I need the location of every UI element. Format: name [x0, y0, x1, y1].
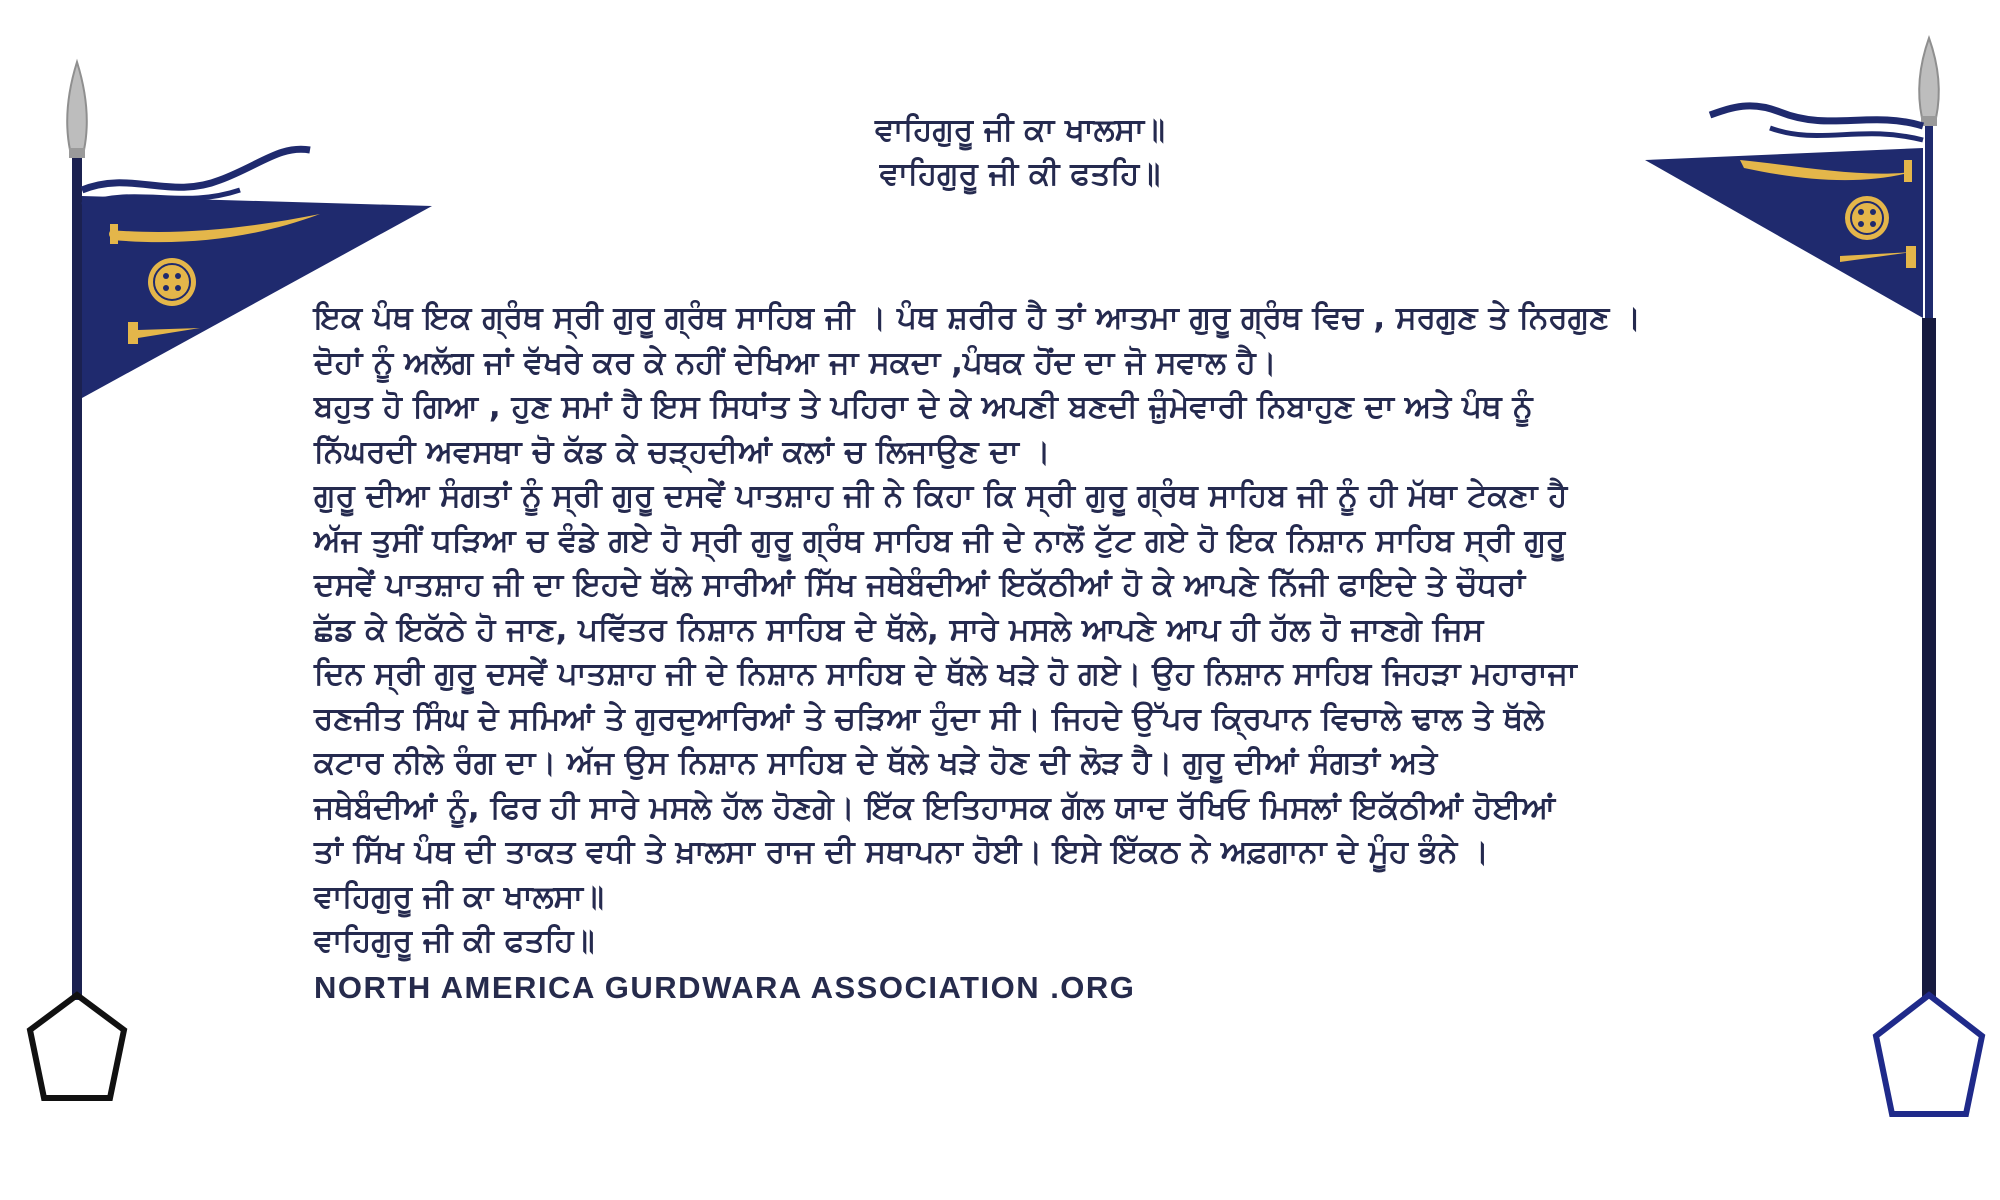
- dhal-icon: [148, 258, 196, 306]
- header-line-1: ਵਾਹਿਗੁਰੂ ਜੀ ਕਾ ਖਾਲਸਾ॥: [875, 112, 1165, 148]
- body-line-10: ਰਣਜੀਤ ਸਿੰਘ ਦੇ ਸਮਿਆਂ ਤੇ ਗੁਰਦੁਆਰਿਆਂ ਤੇ ਚੜਿਆ ਹੁੰਦਾ ਸੀ। ਜਿਹਦੇ ਉੱਪਰ ਕ੍ਰਿਪਾਨ ਵਿਚਾਲੇ ਢਾਲ ਤੇ ਥੱਲੇ: [314, 700, 1545, 737]
- message-body: [314, 296, 1764, 1010]
- body-line-7: ਦਸਵੇਂ ਪਾਤਸ਼ਾਹ ਜੀ ਦਾ ਇਹਦੇ ਥੱਲੇ ਸਾਰੀਆਂ ਸਿੱਖ ਜਥੇਬੰਦੀਆਂ ਇਕੱਠੀਆਂ ਹੋ ਕੇ ਆਪਣੇ ਨਿੱਜੀ ਫਾਇਦੇ ਤੇ ਚੌਧਰਾਂ: [314, 567, 1526, 603]
- body-line-2: ਦੋਹਾਂ ਨੂੰ ਅਲੱਗ ਜਾਂ ਵੱਖਰੇ ਕਰ ਕੇ ਨਹੀਂ ਦੇਖਿਆ ਜਾ ਸਕਦਾ ,ਪੰਥਕ ਹੋਂਦ ਦਾ ਜੋ ਸਵਾਲ ਹੈ।: [314, 344, 1277, 381]
- body-line-6: ਅੱਜ ਤੁਸੀਂ ਧੜਿਆ ਚ ਵੰਡੇ ਗਏ ਹੋ ਸ੍ਰੀ ਗੁਰੂ ਗ੍ਰੰਥ ਸਾਹਿਬ ਜੀ ਦੇ ਨਾਲੋਂ ਟੁੱਟ ਗਏ ਹੋ ਇਕ ਨਿਸ਼ਾਨ ਸਾਹਿਬ ਸ੍ਰੀ ਗੁਰੂ: [314, 522, 1566, 559]
- body-line-3: ਬਹੁਤ ਹੋ ਗਿਆ , ਹੁਣ ਸਮਾਂ ਹੈ ਇਸ ਸਿਧਾਂਤ ਤੇ ਪਹਿਰਾ ਦੇ ਕੇ ਅਪਣੀ ਬਣਦੀ ਜ਼ੁੰਮੇਵਾਰੀ ਨਿਬਾਹੁਣ ਦਾ ਅਤੇ ਪੰਥ ਨੂੰ: [314, 389, 1533, 425]
- body-line-5: ਗੁਰੂ ਦੀਆ ਸੰਗਤਾਂ ਨੂੰ ਸ੍ਰੀ ਗੁਰੂ ਦਸਵੇਂ ਪਾਤਸ਼ਾਹ ਜੀ ਨੇ ਕਿਹਾ ਕਿ ਸ੍ਰੀ ਗੁਰੂ ਗ੍ਰੰਥ ਸਾਹਿਬ ਜੀ ਨੂੰ ਹੀ ਮੱਥਾ ਟੇਕਣਾ ਹੈ: [314, 478, 1568, 514]
- closing-line-1: ਵਾਹਿਗੁਰੂ ਜੀ ਕਾ ਖਾਲਸਾ॥: [314, 878, 604, 915]
- body-line-11: ਕਟਾਰ ਨੀਲੇ ਰੰਗ ਦਾ। ਅੱਜ ਉਸ ਨਿਸ਼ਾਨ ਸਾਹਿਬ ਦੇ ਥੱਲੇ ਖੜੇ ਹੋਣ ਦੀ ਲੋੜ ਹੈ। ਗੁਰੂ ਦੀਆਂ ਸੰਗਤਾਂ ਅਤੇ: [314, 745, 1438, 781]
- closing-line-2: ਵਾਹਿਗੁਰੂ ਜੀ ਕੀ ਫਤਹਿ॥: [314, 923, 595, 959]
- body-line-4: ਨਿੱਘਰਦੀ ਅਵਸਥਾ ਚੋ ਕੱਡ ਕੇ ਚੜ੍ਹਦੀਆਂ ਕਲਾਂ ਚ ਲਿਜਾਉਣ ਦਾ ।: [314, 433, 1051, 470]
- header-greeting: [620, 108, 1420, 196]
- dhal-icon: [1845, 196, 1889, 240]
- body-line-8: ਛੱਡ ਕੇ ਇਕੱਠੇ ਹੋ ਜਾਣ, ਪਵਿੱਤਰ ਨਿਸ਼ਾਨ ਸਾਹਿਬ ਦੇ ਥੱਲੇ, ਸਾਰੇ ਮਸਲੇ ਆਪਣੇ ਆਪ ਹੀ ਹੱਲ ਹੋ ਜਾਣਗੇ ਜਿਸ: [314, 611, 1484, 648]
- pentagon-base-icon: [30, 995, 124, 1098]
- header-line-2: ਵਾਹਿਗੁਰੂ ਜੀ ਕੀ ਫਤਹਿ॥: [879, 156, 1161, 192]
- pentagon-base-icon: [1876, 995, 1982, 1114]
- organization-name: NORTH AMERICA GURDWARA ASSOCIATION .ORG: [314, 969, 1136, 1005]
- body-line-1: ਇਕ ਪੰਥ ਇਕ ਗ੍ਰੰਥ ਸ੍ਰੀ ਗੁਰੂ ਗ੍ਰੰਥ ਸਾਹਿਬ ਜੀ । ਪੰਥ ਸ਼ਰੀਰ ਹੈ ਤਾਂ ਆਤਮਾ ਗੁਰੂ ਗ੍ਰੰਥ ਵਿਚ , ਸਰਗੁਣ ਤੇ ਨਿਰਗੁਣ ।: [314, 300, 1642, 336]
- body-line-12: ਜਥੇਬੰਦੀਆਂ ਨੂੰ, ਫਿਰ ਹੀ ਸਾਰੇ ਮਸਲੇ ਹੱਲ ਹੋਣਗੇ। ਇੱਕ ਇਤਿਹਾਸਕ ਗੱਲ ਯਾਦ ਰੱਖਿਓ ਮਿਸਲਾਂ ਇਕੱਠੀਆਂ ਹੋਈਆਂ: [314, 789, 1556, 826]
- body-line-13: ਤਾਂ ਸਿੱਖ ਪੰਥ ਦੀ ਤਾਕਤ ਵਧੀ ਤੇ ਖ਼ਾਲਸਾ ਰਾਜ ਦੀ ਸਥਾਪਨਾ ਹੋਈ। ਇਸੇ ਇੱਕਠ ਨੇ ਅਫ਼ਗਾਨਾ ਦੇ ਮੂੰਹ ਭੰਨੇ ।: [314, 834, 1489, 870]
- body-line-9: ਦਿਨ ਸ੍ਰੀ ਗੁਰੂ ਦਸਵੇਂ ਪਾਤਸ਼ਾਹ ਜੀ ਦੇ ਨਿਸ਼ਾਨ ਸਾਹਿਬ ਦੇ ਥੱਲੇ ਖੜੇ ਹੋ ਗਏ। ਉਹ ਨਿਸ਼ਾਨ ਸਾਹਿਬ ਜਿਹੜਾ ਮਹਾਰਾਜਾ: [314, 656, 1577, 692]
